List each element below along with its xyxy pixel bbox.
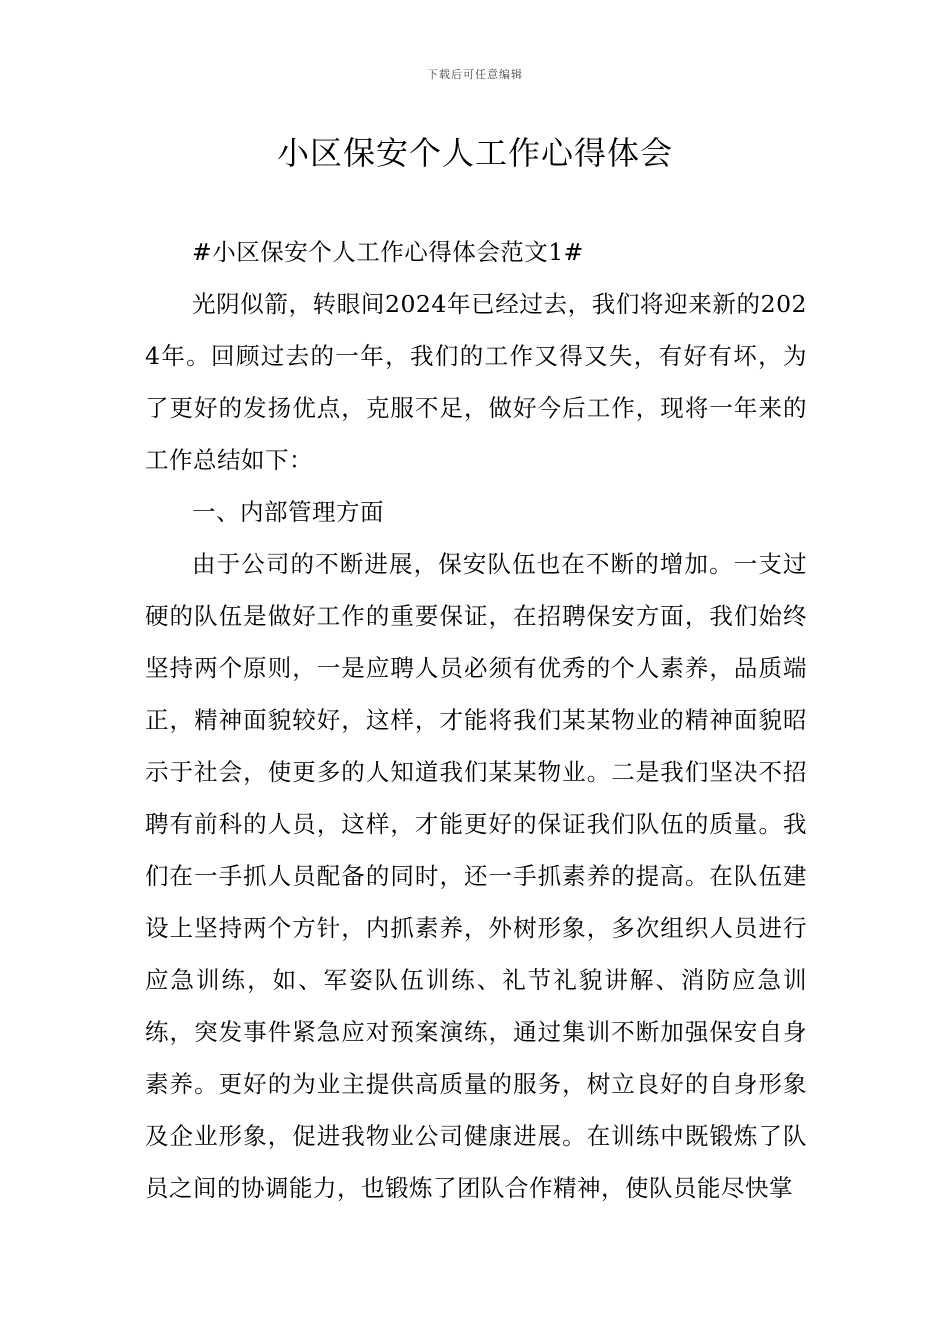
paragraph-internal-management: 由于公司的不断进展，保安队伍也在不断的增加。一支过硬的队伍是做好工作的重要保证，在招聘保安方面，我们始终坚持两个原则，一是应聘人员必须有优秀的个人素养，品质端正，精神面貌较好，这样，才能将我们某某物业的精神面貌昭示于社会，使更多的人知道我们某某物业。二是我们坚决不招聘有前科的人员，这样，才能更好的保证我们队伍的质量。我们在一手抓人员配备的同时，还一手抓素养的提高。在队伍建设上坚持两个方针，内抓素养，外树形象，多次组织人员进行应急训练，如、军姿队伍训练、礼节礼貌讲解、消防应急训练，突发事件紧急应对预案演练，通过集训不断加强保安自身素养。更好的为业主提供高质量的服务，树立良好的自身形象及企业形象，促进我物业公司健康进展。在训练中既锻炼了队员之间的协调能力，也锻炼了团队合作精神，使队员能尽快掌 <box>145 550 807 1202</box>
section-heading-sample-1: #小区保安个人工作心得体会范文1# <box>192 238 584 266</box>
section-heading-internal-management: 一、内部管理方面 <box>192 498 384 526</box>
document-title: 小区保安个人工作心得体会 <box>276 134 673 172</box>
header-note: 下载后可任意编辑 <box>427 68 523 81</box>
document-body <box>145 226 807 1214</box>
paragraph-intro: 光阴似箭，转眼间2024年已经过去，我们将迎来新的2024年。回顾过去的一年，我们的工作又得又失，有好有坏，为了更好的发扬优点，克服不足，做好今后工作，现将一年来的工作总结如下： <box>145 290 807 474</box>
